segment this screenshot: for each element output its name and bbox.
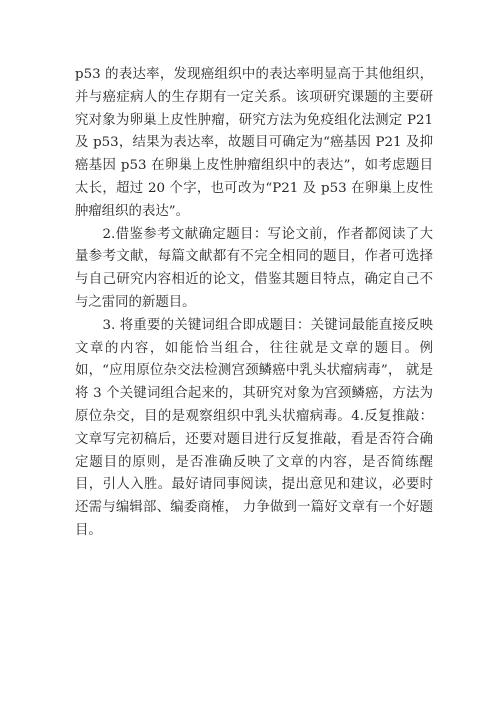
paragraph-keyword-titles: 3. 将重要的关键词组合即成题目：关键词最能直接反映文章的内容，如能恰当组合，往往就是文章的题目。例如，“应用原位杂交法检测宫颈鳞癌中乳头状瘤病毒”， 就是将 3 个关键词组合起来的，其研究对象为宫颈鳞癌，方法为原位杂交，目的是观察组织中乳头状瘤病毒。4.反复推敲：文章写完初稿后，还要对题目进行反复推敲，看是否符合确定题目的原则，是否准确反映了文章的内容，是否简练醒目，引人入胜。最好请同事阅读，提出意见和建议，必要时还需与编辑部、编委商榷， 力争做到一篇好文章有一个好题目。 [75,317,433,538]
document-body [75,64,433,543]
paragraph-continuation: p53 的表达率，发现癌组织中的表达率明显高于其他组织，并与癌症病人的生存期有一定关系。该项研究课题的主要研究对象为卵巢上皮性肿瘤，研究方法为免疫组化法测定 P21及 p53，结果为表达率，故题目可确定为“癌基因 P21 及抑癌基因 p53 在卵巢上皮性肿瘤组织中的表达”，如考虑题目太长，超过 20 个字，也可改为“P21 及 p53 在卵巢上皮性肿瘤组织的表达”。 [75,67,433,219]
paragraph-reference-titles: 2.借鉴参考文献确定题目：写论文前，作者都阅读了大量参考文献，每篇文献都有不完全相同的题目，作者可选择与自己研究内容相近的论文，借鉴其题目特点，确定自己不与之雷同的新题目。 [75,226,433,310]
